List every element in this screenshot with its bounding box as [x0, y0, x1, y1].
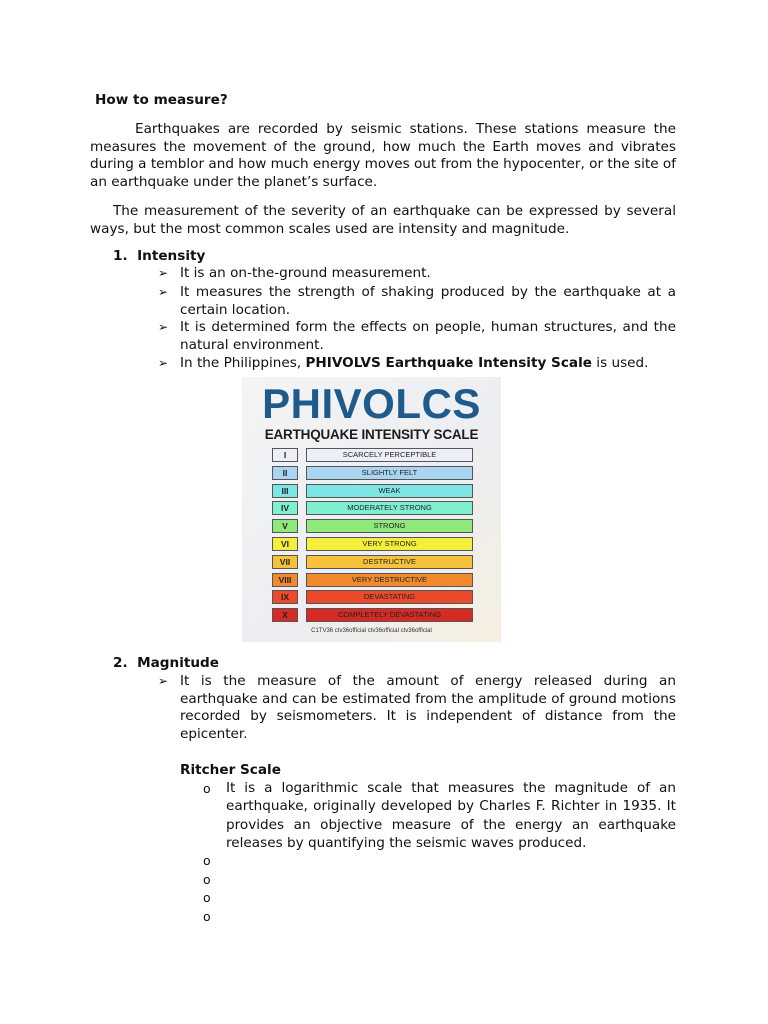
intensity-heading [113, 248, 205, 264]
intensity-level-numeral: VIII [272, 573, 298, 587]
richter-scale-heading: Ritcher Scale [180, 762, 281, 778]
intensity-number: 1. [113, 248, 128, 264]
magnitude-heading [113, 655, 219, 671]
intensity-level-label: VERY DESTRUCTIVE [306, 573, 473, 587]
intro-paragraph: Earthquakes are recorded by seismic stations. These stations measure the measures the movement of the ground, how much the Earth moves and vibrates during a temblor and how much energy moves out from the hypocenter, or the site of an earthquake under the planet’s surface. [90, 121, 676, 190]
intensity-bullet-1: It is an on-the-ground measurement. [180, 265, 431, 281]
intensity-level-label: WEAK [306, 484, 473, 498]
intensity-level-numeral: II [272, 466, 298, 480]
intensity-level-numeral: IX [272, 590, 298, 604]
intensity-scale-image [242, 377, 501, 642]
magnitude-number: 2. [113, 655, 128, 671]
intensity-level-row [242, 448, 501, 462]
circle-bullet-icon: o [203, 909, 211, 924]
richter-description: It is a logarithmic scale that measures the magnitude of an earthquake, originally developed by Charles F. Richter in 1935. It provides an objective measure of the energy an earthquake releases by quantifying the seismic waves produced. [226, 780, 676, 852]
scales-paragraph: The measurement of the severity of an earthquake can be expressed by several ways, but the most common scales used are intensity and magnitude. [90, 203, 676, 237]
circle-bullet-icon: o [203, 872, 211, 887]
intensity-level-numeral: IV [272, 501, 298, 515]
intensity-level-numeral: III [272, 484, 298, 498]
social-handles: C1TV36 ctv36official ctv36official ctv36official [311, 628, 432, 634]
intensity-level-label: COMPLETELY DEVASTATING [306, 608, 473, 622]
intensity-level-numeral: VII [272, 555, 298, 569]
intensity-level-label: DESTRUCTIVE [306, 555, 473, 569]
arrow-bullet-icon: ➢ [158, 285, 169, 299]
circle-bullet-icon: o [203, 781, 211, 796]
intensity-level-row [242, 608, 501, 622]
arrow-bullet-icon: ➢ [158, 266, 169, 280]
intensity-bullet-4-pre: In the Philippines, [180, 355, 306, 371]
intensity-level-numeral: VI [272, 537, 298, 551]
intensity-bullet-4-post: is used. [591, 355, 649, 371]
intensity-bullet-3: It is determined form the effects on people, human structures, and the natural environment. [180, 319, 676, 353]
intensity-level-row [242, 519, 501, 533]
magnitude-title: Magnitude [137, 655, 219, 671]
intensity-level-label: SCARCELY PERCEPTIBLE [306, 448, 473, 462]
intensity-level-label: SLIGHTLY FELT [306, 466, 473, 480]
arrow-bullet-icon: ➢ [158, 356, 169, 370]
circle-bullet-icon: o [203, 890, 211, 905]
magnitude-bullet: It is the measure of the amount of energy released during an earthquake and can be estimated from the amplitude of ground motions recorded by seismometers. It is independent of distance from the epicenter. [180, 673, 676, 742]
intensity-level-row [242, 555, 501, 569]
intensity-level-label: MODERATELY STRONG [306, 501, 473, 515]
intensity-level-row [242, 501, 501, 515]
arrow-bullet-icon: ➢ [158, 674, 169, 688]
intensity-level-row [242, 537, 501, 551]
intensity-level-row [242, 573, 501, 587]
intensity-level-numeral: V [272, 519, 298, 533]
intensity-bullet-2: It measures the strength of shaking produced by the earthquake at a certain location. [180, 284, 676, 318]
intensity-level-row [242, 590, 501, 604]
arrow-bullet-icon: ➢ [158, 320, 169, 334]
intensity-level-label: VERY STRONG [306, 537, 473, 551]
intensity-level-numeral: I [272, 448, 298, 462]
intensity-bullet-4 [180, 355, 676, 373]
intensity-level-row [242, 466, 501, 480]
intensity-scale-name: PHIVOLVS Earthquake Intensity Scale [305, 355, 592, 371]
section-heading: How to measure? [95, 92, 228, 108]
intensity-title: Intensity [137, 248, 206, 264]
intensity-level-label: STRONG [306, 519, 473, 533]
intensity-level-row [242, 484, 501, 498]
scale-image-title: EARTHQUAKE INTENSITY SCALE [264, 427, 479, 442]
circle-bullet-icon: o [203, 853, 211, 868]
intensity-level-numeral: X [272, 608, 298, 622]
intensity-level-label: DEVASTATING [306, 590, 473, 604]
phivolcs-logo-text: PHIVOLCS [262, 380, 481, 427]
